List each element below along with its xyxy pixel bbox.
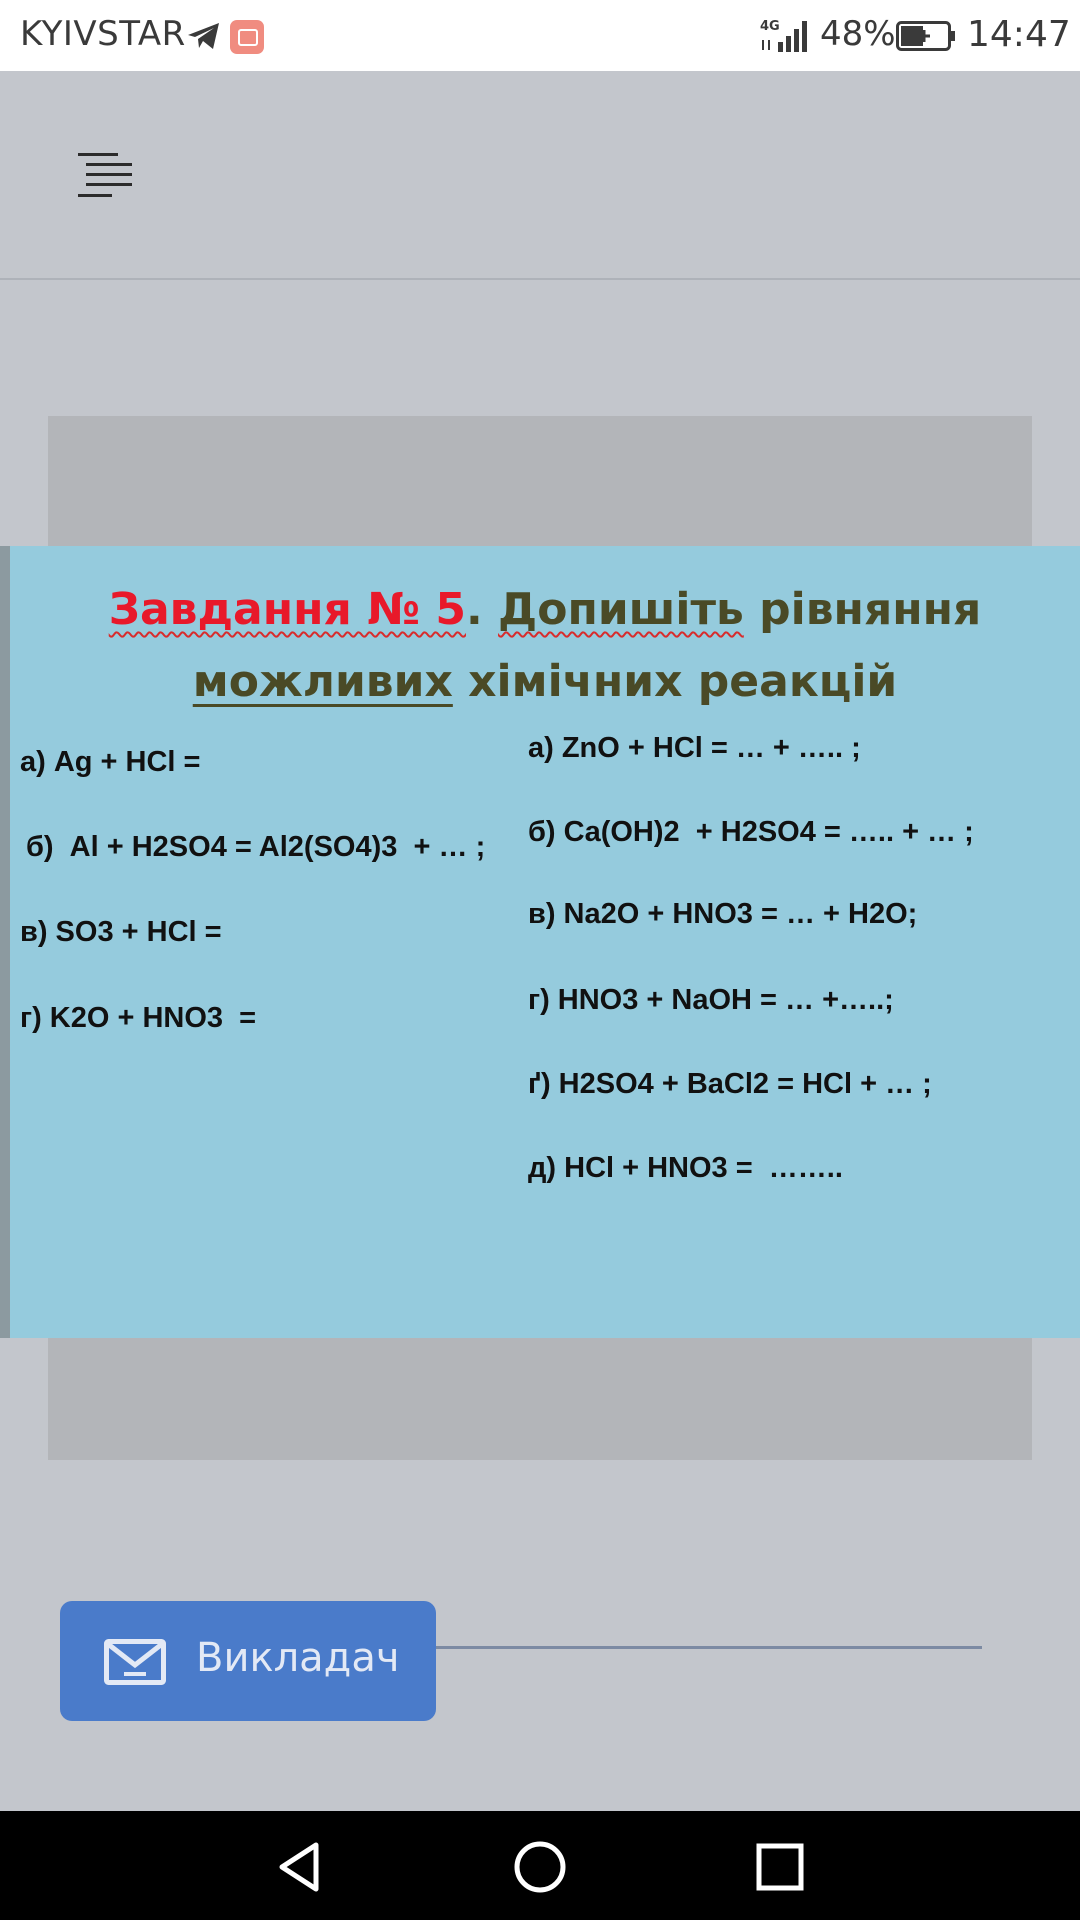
equation-left-v: в) SO3 + HCl =	[20, 916, 222, 948]
equation-right-g: г) HNO3 + NaOH = … +…..;	[528, 984, 894, 1016]
task-image[interactable]	[0, 546, 1080, 1338]
app-header	[0, 71, 1080, 280]
recents-icon[interactable]	[752, 1839, 808, 1895]
divider-line	[420, 1646, 982, 1649]
svg-text:4G: 4G	[760, 19, 780, 34]
menu-icon[interactable]	[78, 153, 132, 199]
status-bar	[0, 0, 1080, 71]
task-title	[10, 574, 1080, 718]
back-icon[interactable]	[272, 1839, 328, 1895]
navigation-bar	[0, 1811, 1080, 1920]
carrier-name: KYIVSTAR	[20, 14, 186, 54]
equation-right-v: в) Na2O + HNO3 = … + H2O;	[528, 898, 918, 930]
signal-icon	[760, 16, 816, 54]
equation-right-d: д) HCl + HNO3 = ……..	[528, 1152, 843, 1184]
equation-right-b: б) Ca(OH)2 + H2SO4 = ….. + … ;	[528, 816, 974, 848]
task-title-word: можливих	[192, 656, 453, 707]
equation-right-a: а) ZnO + HCl = … + ….. ;	[528, 732, 861, 764]
equation-left-a: а) Ag + HCl =	[20, 746, 201, 778]
equation-right-g2: ґ) H2SO4 + BaCl2 = HCl + … ;	[528, 1068, 932, 1100]
notification-icon	[230, 20, 264, 54]
home-icon[interactable]	[512, 1839, 568, 1895]
equation-left-b: б) Al + H2SO4 = Al2(SO4)3 + … ;	[26, 831, 486, 863]
telegram-icon	[186, 20, 222, 52]
teacher-button[interactable]	[60, 1601, 436, 1721]
mail-icon	[104, 1639, 166, 1685]
task-title-word: рівняння	[743, 584, 982, 635]
task-title-number: Завдання № 5	[108, 584, 466, 635]
task-title-word: Допишіть	[498, 584, 744, 635]
task-title-word: хімічних реакцій	[452, 656, 898, 707]
battery-icon	[896, 21, 956, 51]
task-title-dot: .	[465, 584, 499, 635]
clock: 14:47	[967, 14, 1071, 55]
teacher-button-label: Викладач	[196, 1635, 400, 1681]
battery-percent: 48%	[820, 14, 896, 54]
equation-left-g: г) K2O + HNO3 =	[20, 1002, 257, 1034]
